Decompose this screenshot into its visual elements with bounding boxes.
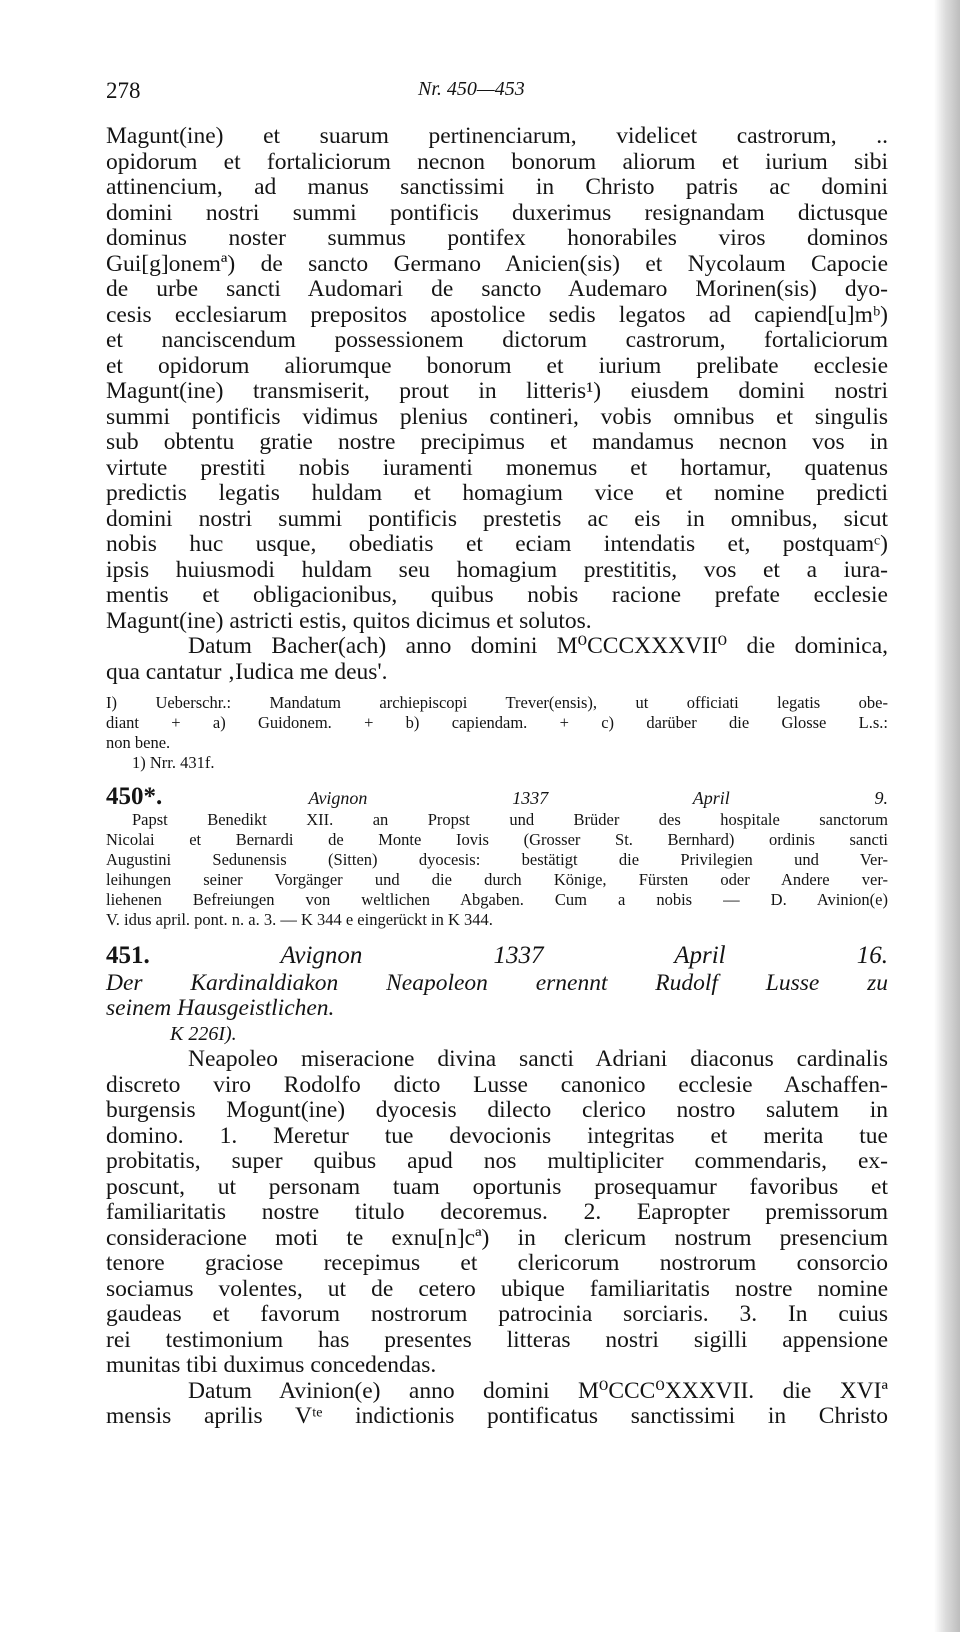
text-line: Datum Bacher(ach) anno domini M⁰CCCXXXVII⁰ die dominica, bbox=[188, 633, 888, 659]
text-line: Magunt(ine) astricti estis, quitos dicimus et solutos. bbox=[106, 607, 592, 634]
text-line: mensis aprilis Vᵗᵉ indictionis pontificatus sanctissimi in Christo bbox=[106, 1403, 888, 1429]
text-line: consideracione moti te exnu[n]cª) in clericum nostrum presencium bbox=[106, 1224, 888, 1251]
running-head: Nr. 450—453 bbox=[418, 78, 525, 100]
text-line: attinencium, ad manus sanctissimi in Christo patris ac domini bbox=[106, 174, 888, 200]
regest-line: Papst Benedikt XII. an Propst und Brüder des hospitale sanctorum bbox=[132, 809, 888, 829]
text-line: domino. 1. Meretur tue devocionis integritas et merita tue bbox=[106, 1122, 888, 1149]
entry-450-place-date: Avignon 1337 April 9. bbox=[308, 788, 889, 808]
text-line: familiaritatis nostre titulo decoremus. 2. Eapropter premissorum bbox=[106, 1199, 888, 1225]
text-line: qua cantatur ‚Iudica me deus'. bbox=[106, 658, 388, 685]
text-line: domini nostri summi pontificis duxerimus resignandam dictusque bbox=[106, 199, 888, 226]
text-line: burgensis Mogunt(ine) dyocesis dilecto clerico nostro salutem in bbox=[106, 1097, 888, 1123]
main-text bbox=[106, 124, 888, 1430]
regest-line: leihungen seiner Vorgänger und die durch Könige, Fürsten oder Andere ver- bbox=[106, 869, 888, 889]
entry-450-heading bbox=[106, 784, 888, 810]
text-line: mentis et obligacionibus, quibus nobis racione prefate ecclesie bbox=[106, 582, 888, 608]
text-line: Gui[g]onemª) de sancto Germano Anicien(sis) et Nycolaum Capocie bbox=[106, 250, 888, 277]
text-line: et nanciscendum possessionem dictorum castrorum, fortaliciorum bbox=[106, 327, 888, 353]
text-line: gaudeas et favorum nostrorum patrocinia sorciaris. 3. In cuius bbox=[106, 1301, 888, 1327]
footnotes bbox=[106, 693, 888, 773]
text-line: opidorum et fortaliciorum necnon bonorum aliorum et iurium sibi bbox=[106, 148, 888, 175]
text-line: Neapoleo miseracione divina sancti Adriani diaconus cardinalis bbox=[188, 1046, 888, 1072]
text-line: tenore graciose recepimus et clericorum nostrorum consorcio bbox=[106, 1250, 888, 1276]
text-line: ipsis huiusmodi huldam seu homagium prestititis, vos et a iura- bbox=[106, 556, 888, 583]
page-number: 278 bbox=[106, 78, 141, 103]
footnote-line: non bene. bbox=[106, 733, 171, 752]
text-line: poscunt, ut personam tuam oportunis prosequamur favoribus et bbox=[106, 1173, 888, 1200]
page-header bbox=[106, 78, 886, 108]
entry-451-heading bbox=[106, 941, 888, 971]
text-line: rei testimonium has presentes litteras nostri sigilli appensione bbox=[106, 1326, 888, 1353]
text-line: predictis legatis huldam et homagium vice et nomine predicti bbox=[106, 480, 888, 506]
text-line: probitatis, super quibus apud nos multipliciter commendaris, ex- bbox=[106, 1148, 888, 1174]
entry-451-text bbox=[106, 1047, 888, 1430]
text-line: et opidorum aliorumque bonorum et iurium prelibate ecclesie bbox=[106, 352, 888, 379]
entry-450-number: 450*. bbox=[106, 783, 163, 810]
text-line: sociamus volentes, ut de cetero ubique familiaritatis nostre nomine bbox=[106, 1275, 888, 1302]
text-line: sub obtentu gratie nostre precipimus et mandamus necnon vos in bbox=[106, 429, 888, 455]
entry-451-title bbox=[106, 971, 888, 1022]
title-line: seinem Hausgeistlichen. bbox=[106, 995, 335, 1021]
footnote-line: 1) Nrr. 431f. bbox=[132, 753, 215, 772]
text-line: discreto viro Rodolfo dicto Lusse canonico ecclesie Aschaffen- bbox=[106, 1071, 888, 1098]
text-line: Magunt(ine) transmiserit, prout in litteris¹) eiusdem domini nostri bbox=[106, 378, 888, 404]
regest-line: Nicolai et Bernardi de Monte Iovis (Grosser St. Bernhard) ordinis sancti bbox=[106, 829, 888, 849]
text-line: nobis huc usque, obediatis et eciam intendatis et, postquamᶜ) bbox=[106, 531, 888, 557]
footnote-line: diant + a) Guidonem. + b) capiendam. + c) darüber die Glosse L.s.: bbox=[106, 713, 888, 732]
entry-451-source: K 226I). bbox=[170, 1022, 237, 1045]
text-line: Datum Avinion(e) anno domini M⁰CCC⁰XXXVII. die XVIª bbox=[188, 1377, 888, 1404]
footnote-line: I) Ueberschr.: Mandatum archiepiscopi Trever(ensis), ut officiati legatis obe- bbox=[106, 693, 888, 712]
entry-450-regest bbox=[106, 810, 888, 930]
entry-451-place-date: Avignon 1337 April 16. bbox=[280, 941, 888, 969]
title-line: Der Kardinaldiakon Neapoleon ernennt Rudolf Lusse zu bbox=[106, 969, 888, 996]
text-line: summi pontificis vidimus plenius contineri, vobis omnibus et singulis bbox=[106, 403, 888, 430]
regest-line: liehenen Befreiungen von weltlichen Abgaben. Cum a nobis — D. Avinion(e) bbox=[106, 889, 888, 909]
document-body bbox=[106, 124, 888, 685]
text-line: dominus noster summus pontifex honorabiles viros dominos bbox=[106, 225, 888, 251]
page-edge-shadow bbox=[934, 0, 960, 1632]
text-line: munitas tibi duximus concedendas. bbox=[106, 1352, 437, 1378]
text-line: cesis ecclesiarum prepositos apostolice sedis legatos ad capiend[u]mᵇ) bbox=[106, 301, 888, 328]
regest-line: Augustini Sedunensis (Sitten) dyocesis: bestätigt die Privilegien und Ver- bbox=[106, 849, 888, 869]
text-line: de urbe sancti Audomari de sancto Audemaro Morinen(sis) dyo- bbox=[106, 276, 888, 302]
entry-451-number: 451. bbox=[106, 941, 150, 969]
text-line: virtute prestiti nobis iuramenti monemus et hortamur, quatenus bbox=[106, 454, 888, 481]
text-line: domini nostri summi pontificis prestetis ac eis in omnibus, sicut bbox=[106, 505, 888, 532]
text-line: Magunt(ine) et suarum pertinenciarum, videlicet castrorum, .. bbox=[106, 123, 888, 149]
regest-line: V. idus april. pont. n. a. 3. — K 344 e eingerückt in K 344. bbox=[106, 909, 493, 929]
